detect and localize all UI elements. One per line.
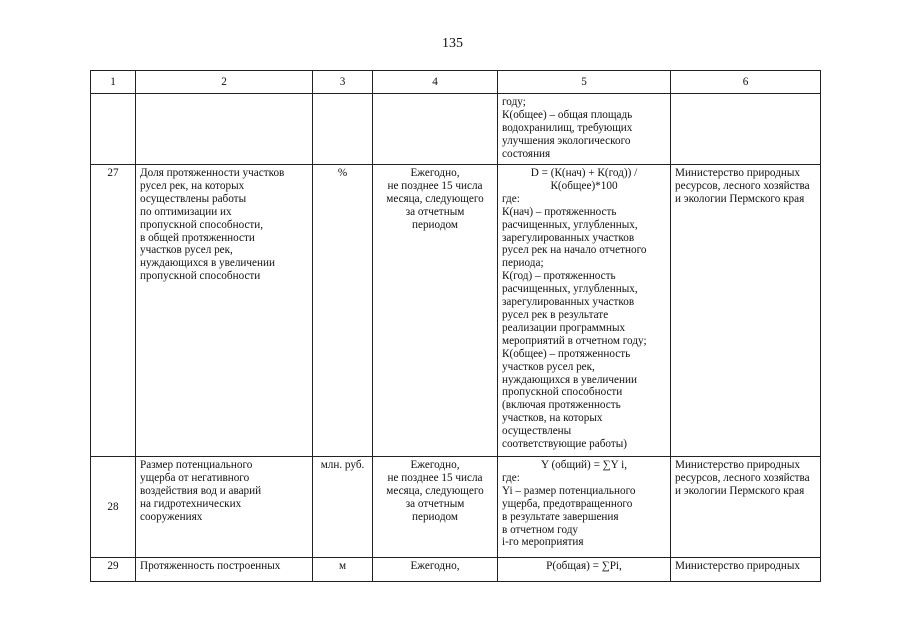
- text-line: осуществлены работы: [140, 192, 247, 205]
- text-line: русел рек, на которых: [140, 179, 245, 192]
- text-line: ресурсов, лесного хозяйства: [675, 471, 810, 484]
- unit-cell: [313, 94, 373, 165]
- indicator-name-cell: [136, 94, 313, 165]
- text-line: улучшения экологического: [502, 134, 631, 147]
- text-line: Ежегодно,: [410, 459, 460, 471]
- method-cell: [498, 94, 671, 165]
- table-row: [91, 165, 821, 457]
- text-line: ресурсов, лесного хозяйства: [675, 179, 810, 192]
- text-line: Размер потенциального: [140, 459, 253, 471]
- text-line: К(нач) – протяженность: [502, 205, 617, 218]
- text-line: за отчетным: [405, 205, 465, 218]
- text-line: где:: [502, 471, 520, 484]
- indicator-name-cell: [136, 457, 313, 558]
- text-line: Ежегодно,: [410, 167, 460, 179]
- text-line: периодом: [412, 218, 458, 231]
- column-header: 5: [498, 71, 671, 94]
- indicators-table: [90, 70, 821, 582]
- table-row: [91, 94, 821, 165]
- method-cell: [498, 457, 671, 558]
- text-line: соответствующие работы): [502, 438, 628, 451]
- text-line: i-го мероприятия: [502, 536, 584, 549]
- unit-cell: м: [313, 558, 373, 582]
- text-line: К(общее) – протяженность: [502, 347, 631, 360]
- responsible-cell: [671, 94, 821, 165]
- column-header: 3: [313, 71, 373, 94]
- indicator-name-cell: [136, 165, 313, 457]
- text-line: К(общее)*100: [550, 179, 618, 192]
- text-line: участков русел рек,: [140, 244, 233, 257]
- text-line: реализации программных: [502, 321, 626, 334]
- table-row: [91, 558, 821, 582]
- period-cell: [373, 94, 498, 165]
- column-header: 2: [136, 71, 313, 94]
- method-text: [502, 96, 666, 161]
- text-line: мероприятий в отчетном году;: [502, 334, 647, 347]
- text-line: в отчетном году: [502, 523, 579, 536]
- text-line: участков русел рек,: [502, 360, 595, 373]
- unit-cell: %: [313, 165, 373, 457]
- text-line: осуществлены: [502, 425, 572, 438]
- text-line: сооружениях: [140, 510, 203, 523]
- text-line: пропускной способности: [502, 386, 623, 399]
- text-line: зарегулированных участков: [502, 296, 635, 309]
- method-text: [502, 472, 666, 549]
- formula: Y (общий) = ∑Y i,: [540, 459, 628, 471]
- method-cell: [498, 165, 671, 457]
- text-line: Министерство природных: [675, 167, 800, 179]
- row-number-cell: 28: [91, 457, 136, 558]
- text-line: Доля протяженности участков: [140, 167, 285, 179]
- text-line: где:: [502, 192, 520, 205]
- text-line: ущерба от негативного: [140, 471, 250, 484]
- text-line: (включая протяженность: [502, 399, 621, 412]
- text-line: году;: [502, 96, 526, 108]
- text-line: периодом: [412, 510, 458, 523]
- text-line: месяца, следующего: [386, 484, 484, 497]
- text-line: участков, на которых: [502, 412, 603, 425]
- period-cell: Ежегодно,: [373, 558, 498, 582]
- text-line: русел рек в результате: [502, 308, 609, 321]
- text-line: водохранилищ, требующих: [502, 121, 633, 134]
- row-number-cell: 27: [91, 165, 136, 457]
- text-line: в результате завершения: [502, 510, 619, 523]
- text-line: К(год) – протяженность: [502, 270, 616, 283]
- responsible-cell: Министерство природных: [671, 558, 821, 582]
- text-line: месяца, следующего: [386, 192, 484, 205]
- text-line: не позднее 15 числа: [387, 471, 483, 484]
- page-number: 135: [442, 36, 463, 51]
- text-line: расчищенных, углубленных,: [502, 218, 638, 231]
- text-line: и экологии Пермского края: [675, 484, 805, 497]
- text-line: D = (К(нач) + К(год)) /: [530, 167, 638, 179]
- column-header: 4: [373, 71, 498, 94]
- responsible-cell: [671, 165, 821, 457]
- unit-cell: млн. руб.: [313, 457, 373, 558]
- text-line: пропускной способности: [140, 270, 261, 283]
- text-line: на гидротехнических: [140, 497, 242, 510]
- method-cell: P(общая) = ∑Pi,: [498, 558, 671, 582]
- text-line: Министерство природных: [675, 459, 800, 471]
- text-line: в общей протяженности: [140, 231, 255, 244]
- text-line: ущерба, предотвращенного: [502, 497, 633, 510]
- column-header: 1: [91, 71, 136, 94]
- text-line: Yi – размер потенциального: [502, 484, 636, 497]
- text-line: русел рек на начало отчетного: [502, 244, 647, 257]
- text-line: нуждающихся в увеличении: [140, 257, 275, 270]
- text-line: состояния: [502, 147, 551, 160]
- text-line: зарегулированных участков: [502, 231, 635, 244]
- method-text: [502, 193, 666, 451]
- text-line: по оптимизации их: [140, 205, 232, 218]
- row-number-cell: 29: [91, 558, 136, 582]
- table-row: [91, 457, 821, 558]
- text-line: и экологии Пермского края: [675, 192, 805, 205]
- text-line: нуждающихся в увеличении: [502, 373, 637, 386]
- text-line: расчищенных, углубленных,: [502, 283, 638, 296]
- text-line: не позднее 15 числа: [387, 179, 483, 192]
- text-line: воздействия вод и аварий: [140, 484, 262, 497]
- table-header-row: [91, 71, 821, 94]
- text-line: за отчетным: [405, 497, 465, 510]
- period-cell: [373, 165, 498, 457]
- row-number-cell: [91, 94, 136, 165]
- text-line: К(общее) – общая площадь: [502, 108, 633, 121]
- text-line: пропускной способности,: [140, 218, 264, 231]
- column-header: 6: [671, 71, 821, 94]
- responsible-cell: [671, 457, 821, 558]
- formula: [502, 167, 666, 193]
- indicator-name-cell: Протяженность построенных: [136, 558, 313, 582]
- text-line: периода;: [502, 257, 544, 270]
- period-cell: [373, 457, 498, 558]
